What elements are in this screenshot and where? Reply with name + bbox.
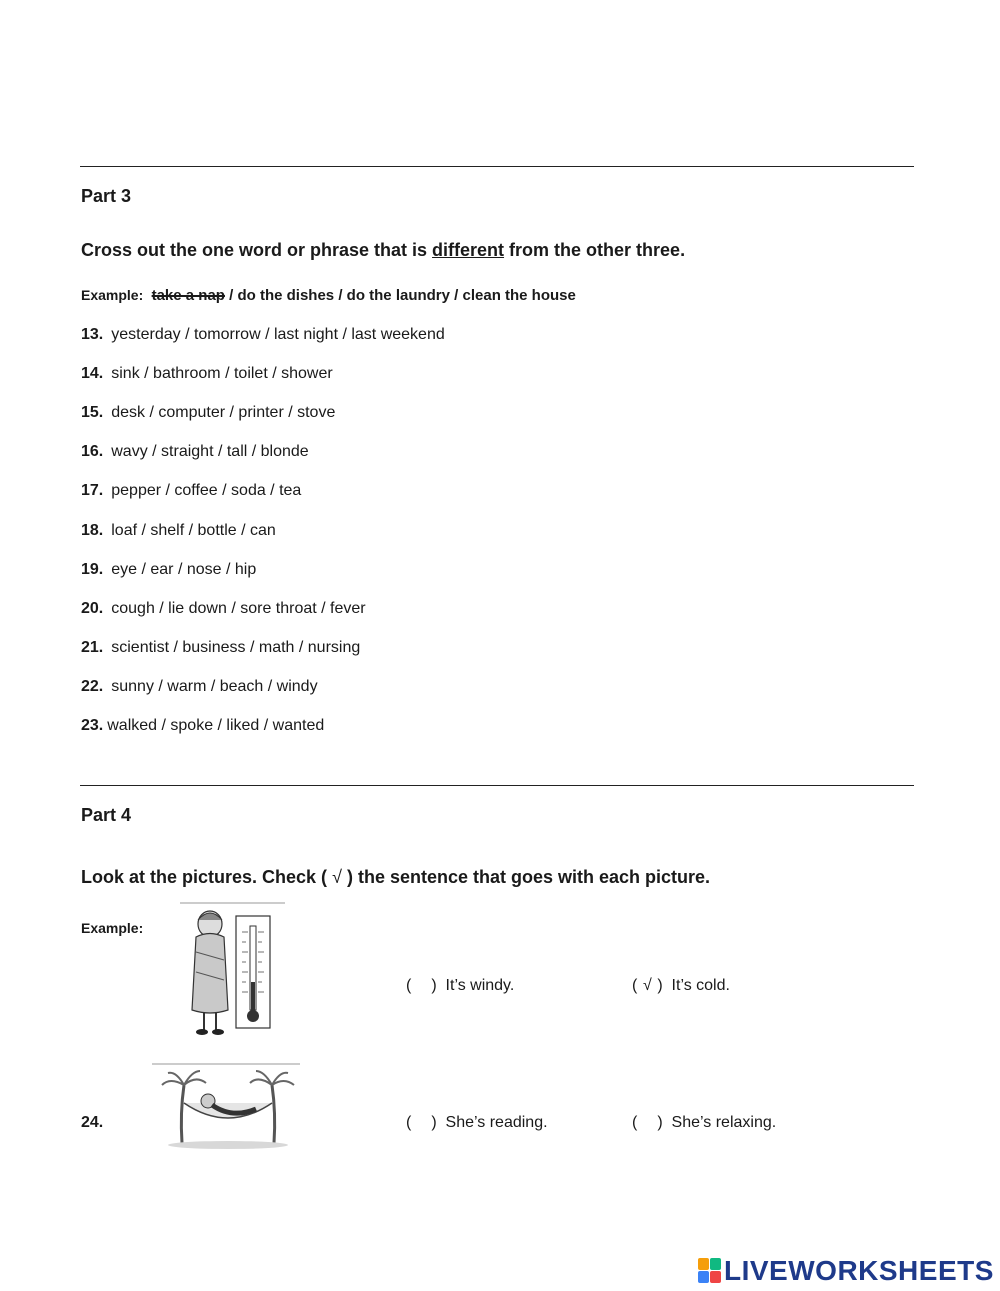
item-text[interactable]: cough / lie down / sore throat / fever [111,600,366,617]
item-number: 21. [81,639,104,656]
list-item [81,482,301,500]
item-number: 14. [81,365,104,382]
item-text[interactable]: wavy / straight / tall / blonde [111,443,309,460]
hammock-relaxing-picture [152,1063,302,1151]
part-3-instruction-pre: Cross out the one word or phrase that is [81,240,433,260]
checkbox-paren[interactable]: ( ) [632,1114,663,1131]
question-24-number: 24. [81,1114,104,1131]
liveworksheets-logo [698,1255,994,1287]
list-item [81,365,333,383]
option-text: She’s reading. [445,1114,548,1131]
example-label: Example: [81,287,144,303]
example-rest: / do the dishes / do the laundry / clean the house [224,287,576,304]
list-item [81,717,324,735]
part-3-instruction [81,240,685,261]
list-item [81,561,256,579]
item-number: 23. [81,717,104,734]
item-number: 13. [81,326,104,343]
list-item [81,639,360,657]
item-number: 18. [81,522,104,539]
list-item [81,600,366,618]
logo-text: LIVEWORKSHEETS [724,1255,994,1286]
checkbox-paren[interactable]: ( ) [406,1114,437,1131]
item-text[interactable]: sink / bathroom / toilet / shower [111,365,333,382]
item-number: 15. [81,404,104,421]
cold-person-thermometer-picture [180,902,290,1042]
option-text: She’s relaxing. [671,1114,777,1131]
divider-top [80,166,914,167]
item-number: 22. [81,678,104,695]
divider-middle [80,785,914,786]
item-number: 16. [81,443,104,460]
item-text[interactable]: sunny / warm / beach / windy [111,678,318,695]
checkbox-paren[interactable]: ( √ ) [632,977,663,994]
part-4-title: Part 4 [81,805,132,825]
item-text[interactable]: eye / ear / nose / hip [111,561,257,578]
q24-option-reading[interactable] [406,1114,548,1132]
part-4-example-label: Example: [81,920,144,936]
part-4-instruction-pre: Look at the pictures. Check ( [81,867,333,887]
list-item [81,678,318,696]
part-4-instruction [81,867,710,888]
check-mark-icon: √ [332,867,342,887]
list-item [81,326,445,344]
option-text: It’s cold. [671,977,730,994]
option-text: It’s windy. [445,977,515,994]
item-number: 19. [81,561,104,578]
example-option-1[interactable] [406,977,514,995]
example-option-2[interactable] [632,977,730,995]
item-number: 17. [81,482,104,499]
item-text[interactable]: desk / computer / printer / stove [111,404,336,421]
q24-option-relaxing[interactable] [632,1114,776,1132]
item-text[interactable]: scientist / business / math / nursing [111,639,361,656]
list-item [81,404,335,422]
example-struck-word: take a nap [151,287,225,304]
item-text[interactable]: loaf / shelf / bottle / can [111,522,276,539]
list-item [81,522,276,540]
item-number: 20. [81,600,104,617]
part-4-instruction-post: ) the sentence that goes with each picture. [341,867,711,887]
part-3-instruction-underline: different [432,240,505,260]
checkbox-paren[interactable]: ( ) [406,977,437,994]
part-3-title: Part 3 [81,186,132,206]
part-3-instruction-post: from the other three. [504,240,686,260]
item-text[interactable]: yesterday / tomorrow / last night / last weekend [111,326,445,343]
check-mark-icon: √ [642,977,652,994]
logo-blocks-icon [698,1258,722,1284]
item-text[interactable]: pepper / coffee / soda / tea [111,482,302,499]
item-text[interactable]: walked / spoke / liked / wanted [107,717,325,734]
part-3-example [81,287,576,304]
list-item [81,443,309,461]
